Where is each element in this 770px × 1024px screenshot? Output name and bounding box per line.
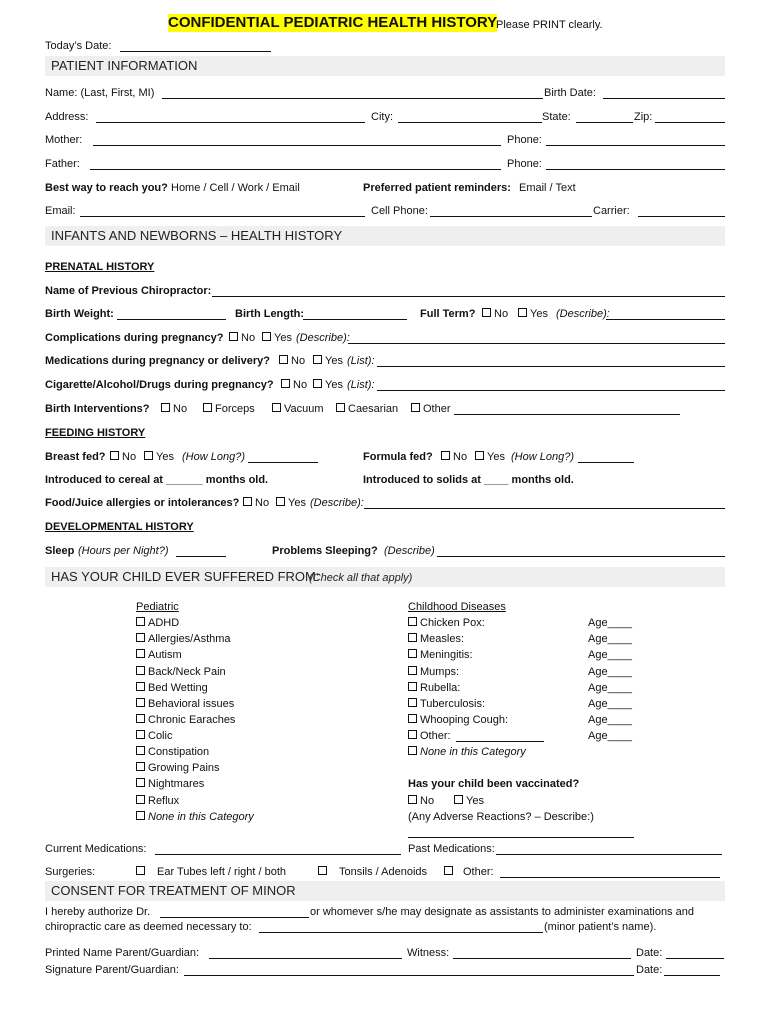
checkbox-icon [136,811,145,820]
childhood-measles[interactable]: Measles: [408,632,464,646]
email-field[interactable] [80,216,365,217]
checkbox-icon [482,308,491,317]
checkbox-icon [161,403,170,412]
printed-name-label: Printed Name Parent/Guardian: [45,947,200,959]
pediatric-allergies[interactable]: Allergies/Asthma [136,632,231,646]
checkbox-icon [136,730,145,739]
minor-name-field[interactable] [259,932,543,933]
birth-date-label: Birth Date: [544,87,596,99]
checkbox-icon [136,698,145,707]
pediatric-back-neck[interactable]: Back/Neck Pain [136,665,226,679]
checkbox-icon [408,714,417,723]
complications-describe: (Describe): [296,332,350,344]
checkbox-icon [276,497,285,506]
adverse-reactions-field[interactable] [408,837,634,838]
checkbox-icon [408,730,417,739]
age-field-tuberculosis[interactable]: Age____ [588,698,633,710]
adverse-reactions-label: (Any Adverse Reactions? – Describe:) [408,811,594,823]
birth-weight-field[interactable] [117,319,226,320]
checkbox-icon [408,633,417,642]
allergies-field[interactable] [364,508,725,509]
checkbox-icon [136,762,145,771]
checkbox-icon [203,403,212,412]
checkbox-icon [136,714,145,723]
consent-line2-end: (minor patient’s name). [544,921,657,933]
checkbox-icon [408,795,417,804]
father-label: Father: [45,158,80,170]
checkbox-icon [313,355,322,364]
todays-date-label: Today’s Date: [45,40,112,52]
complications-no[interactable]: No [229,331,255,345]
age-field-chicken-pox[interactable]: Age____ [588,617,633,629]
pediatric-reflux[interactable]: Reflux [136,794,179,808]
birth-length-label: Birth Length: [235,308,305,320]
witness-field[interactable] [453,958,631,959]
consent-line1-start: I hereby authorize Dr. [45,906,151,918]
address-label: Address: [45,111,89,123]
pediatric-constipation[interactable]: Constipation [136,745,209,759]
breast-fed-field[interactable] [248,462,318,463]
checkbox-icon [136,633,145,642]
zip-field[interactable] [655,122,725,123]
interventions-forceps[interactable]: Forceps [203,402,255,416]
pediatric-heading: Pediatric [136,601,179,613]
cereal-label: Introduced to cereal at ______ months old. [45,474,269,486]
childhood-rubella[interactable]: Rubella: [408,681,460,695]
checkbox-icon [475,451,484,460]
pediatric-autism[interactable]: Autism [136,648,182,662]
surgery-tonsils[interactable]: Tonsils / Adenoids [318,865,427,879]
age-field-measles[interactable]: Age____ [588,633,633,645]
medications-yes[interactable]: Yes [313,354,343,368]
checkbox-icon [279,355,288,364]
patient-information-header: PATIENT INFORMATION [45,56,725,76]
checkbox-icon [444,866,453,875]
problems-sleeping-field[interactable] [437,556,725,557]
childhood-heading: Childhood Diseases [408,601,506,613]
city-label: City: [371,111,393,123]
date-field-2[interactable] [664,975,720,976]
formula-fed-how-long: (How Long?) [511,451,574,463]
childhood-mumps[interactable]: Mumps: [408,665,459,679]
mother-label: Mother: [45,134,83,146]
doctor-name-field[interactable] [160,917,309,918]
signature-field[interactable] [184,975,634,976]
city-field[interactable] [398,122,542,123]
reminders-options[interactable]: Email / Text [519,182,576,194]
vaccinated-no[interactable]: No [408,794,434,808]
page-title: CONFIDENTIAL PEDIATRIC HEALTH HISTORY [168,14,498,31]
checkbox-icon [313,379,322,388]
pediatric-adhd[interactable]: ADHD [136,616,179,630]
interventions-label: Birth Interventions? [45,403,150,415]
checkbox-icon [136,682,145,691]
cigarette-label: Cigarette/Alcohol/Drugs during pregnancy? [45,379,274,391]
medications-list: (List): [347,355,375,367]
pediatric-growing-pains[interactable]: Growing Pains [136,761,220,775]
checkbox-icon [518,308,527,317]
signature-label: Signature Parent/Guardian: [45,964,179,976]
suffered-header: HAS YOUR CHILD EVER SUFFERED FROM: (Check all that apply) [45,567,725,587]
interventions-other-field[interactable] [454,414,680,415]
checkbox-icon [408,682,417,691]
current-medications-field[interactable] [155,854,401,855]
checkbox-icon [281,379,290,388]
cigarette-list: (List): [347,379,375,391]
checkbox-icon [408,666,417,675]
developmental-heading: DEVELOPMENTAL HISTORY [45,521,194,533]
formula-fed-no[interactable]: No [441,450,467,464]
checkbox-icon [441,451,450,460]
feeding-heading: FEEDING HISTORY [45,427,146,439]
vaccinated-question: Has your child been vaccinated? [408,778,580,790]
checkbox-icon [136,666,145,675]
childhood-chicken-pox[interactable]: Chicken Pox: [408,616,485,630]
pediatric-bed-wetting[interactable]: Bed Wetting [136,681,208,695]
checkbox-icon [136,795,145,804]
cigarette-no[interactable]: No [281,378,307,392]
consent-line1-end: or whomever s/he may designate as assistants to administer examinations and [310,906,694,918]
printed-name-field[interactable] [209,958,402,959]
current-medications-label: Current Medications: [45,843,147,855]
carrier-field[interactable] [638,216,725,217]
childhood-none[interactable]: None in this Category [408,745,526,759]
zip-label: Zip: [634,111,653,123]
carrier-label: Carrier: [593,205,630,217]
checkbox-icon [318,866,327,875]
childhood-other[interactable]: Other: [408,729,451,743]
interventions-no[interactable]: No [161,402,187,416]
email-label: Email: [45,205,76,217]
checkbox-icon [136,778,145,787]
surgery-ear-tubes[interactable]: Ear Tubes left / right / both [136,865,286,879]
full-term-no[interactable]: No [482,307,508,321]
reach-options[interactable]: Home / Cell / Work / Email [171,182,300,194]
formula-fed-label: Formula fed? [363,451,433,463]
sleep-label: Sleep [45,545,75,557]
pediatric-none[interactable]: None in this Category [136,810,254,824]
childhood-tuberculosis[interactable]: Tuberculosis: [408,697,485,711]
age-field-other[interactable]: Age____ [588,730,633,742]
date-label-2: Date: [636,964,663,976]
pediatric-colic[interactable]: Colic [136,729,172,743]
allergies-label: Food/Juice allergies or intolerances? [45,497,240,509]
birth-length-field[interactable] [303,319,407,320]
past-medications-field[interactable] [496,854,722,855]
checkbox-icon [136,617,145,626]
checkbox-icon [411,403,420,412]
date-field-1[interactable] [666,958,724,959]
breast-fed-label: Breast fed? [45,451,106,463]
consent-header: CONSENT FOR TREATMENT OF MINOR [45,881,725,901]
address-field[interactable] [96,122,365,123]
childhood-other-field[interactable] [456,741,544,742]
sleep-note: (Hours per Night?) [78,545,169,557]
cigarette-yes[interactable]: Yes [313,378,343,392]
formula-fed-yes[interactable]: Yes [475,450,505,464]
medications-no[interactable]: No [279,354,305,368]
prev-chiro-field[interactable] [212,296,725,297]
complications-label: Complications during pregnancy? [45,332,224,344]
checkbox-icon [408,746,417,755]
complications-yes[interactable]: Yes [262,331,292,345]
breast-fed-no[interactable]: No [110,450,136,464]
reach-label: Best way to reach you? [45,182,168,194]
checkbox-icon [229,332,238,341]
allergies-describe: (Describe): [310,497,364,509]
surgery-other[interactable]: Other: [444,865,494,879]
checkbox-icon [144,451,153,460]
allergies-yes[interactable]: Yes [276,496,306,510]
solids-label: Introduced to solids at ____ months old. [363,474,574,486]
checkbox-icon [408,617,417,626]
childhood-whooping-cough[interactable]: Whooping Cough: [408,713,508,727]
checkbox-icon [336,403,345,412]
checkbox-icon [136,746,145,755]
pediatric-nightmares[interactable]: Nightmares [136,777,204,791]
medications-label: Medications during pregnancy or delivery? [45,355,270,367]
checkbox-icon [408,649,417,658]
father-phone-label: Phone: [507,158,542,170]
surgery-other-field[interactable] [500,877,720,878]
title-note: Please PRINT clearly. [496,19,603,31]
past-medications-label: Past Medications: [408,843,495,855]
cell-phone-field[interactable] [430,216,592,217]
allergies-no[interactable]: No [243,496,269,510]
todays-date-field[interactable] [120,51,271,52]
problems-sleeping-label: Problems Sleeping? [272,545,378,557]
mother-phone-label: Phone: [507,134,542,146]
name-field[interactable] [162,98,543,99]
checkbox-icon [262,332,271,341]
full-term-describe: (Describe): [556,308,610,320]
full-term-label: Full Term? [420,308,476,320]
state-field[interactable] [576,122,633,123]
witness-label: Witness: [407,947,450,959]
surgeries-label: Surgeries: [45,866,96,878]
cigarette-field[interactable] [377,390,725,391]
checkbox-icon [136,866,145,875]
age-field-rubella[interactable]: Age____ [588,682,633,694]
interventions-other[interactable]: Other [411,402,451,416]
father-phone-field[interactable] [546,169,725,170]
sleep-field[interactable] [176,556,226,557]
problems-sleeping-note: (Describe) [384,545,435,557]
reminders-label: Preferred patient reminders: [363,182,511,194]
age-field-meningitis[interactable]: Age____ [588,649,633,661]
age-field-whooping-cough[interactable]: Age____ [588,714,633,726]
full-term-field[interactable] [606,319,725,320]
checkbox-icon [243,497,252,506]
checkbox-icon [454,795,463,804]
name-label: Name: (Last, First, MI) [45,87,155,99]
childhood-meningitis[interactable]: Meningitis: [408,648,473,662]
breast-fed-yes[interactable]: Yes [144,450,174,464]
age-field-mumps[interactable]: Age____ [588,666,633,678]
interventions-vacuum[interactable]: Vacuum [272,402,324,416]
checkbox-icon [408,698,417,707]
vaccinated-yes[interactable]: Yes [454,794,484,808]
prev-chiro-label: Name of Previous Chiropractor: [45,285,212,297]
date-label-1: Date: [636,947,663,959]
pediatric-earaches[interactable]: Chronic Earaches [136,713,235,727]
full-term-yes[interactable]: Yes [518,307,548,321]
father-field[interactable] [90,169,501,170]
mother-phone-field[interactable] [546,145,725,146]
birth-weight-label: Birth Weight: [45,308,114,320]
state-label: State: [542,111,571,123]
cell-phone-label: Cell Phone: [371,205,428,217]
consent-line2-start: chiropractic care as deemed necessary to: [45,921,252,933]
checkbox-icon [272,403,281,412]
complications-field[interactable] [348,343,725,344]
infants-header: INFANTS AND NEWBORNS – HEALTH HISTORY [45,226,725,246]
checkbox-icon [136,649,145,658]
birth-date-field[interactable] [603,98,725,99]
formula-fed-field[interactable] [578,462,634,463]
pediatric-behavioral[interactable]: Behavioral issues [136,697,234,711]
mother-field[interactable] [93,145,501,146]
prenatal-heading: PRENATAL HISTORY [45,261,155,273]
checkbox-icon [110,451,119,460]
interventions-caesarian[interactable]: Caesarian [336,402,398,416]
breast-fed-how-long: (How Long?) [182,451,245,463]
medications-field[interactable] [377,366,725,367]
